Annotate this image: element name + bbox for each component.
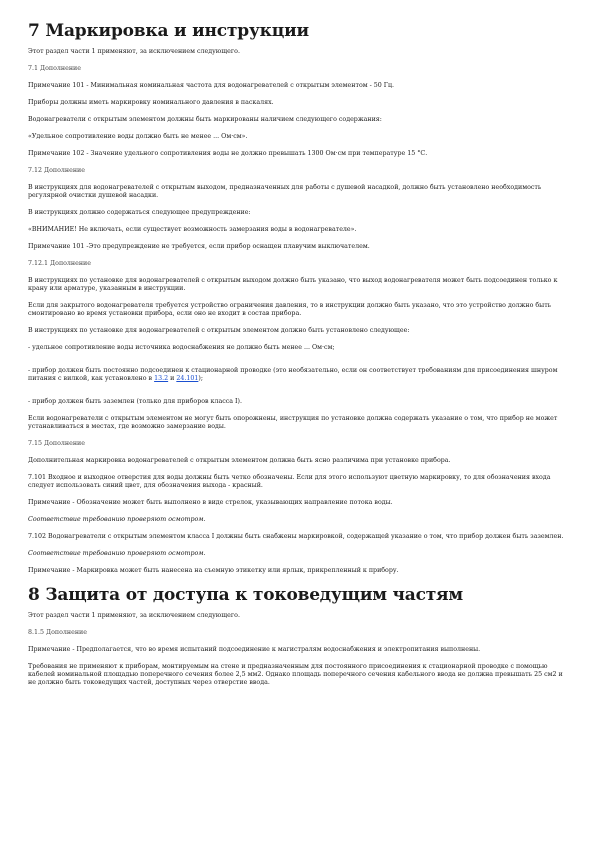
list-item-text: - прибор должен быть постоянно подсоединен к стационарной проводке (это необязательно, если он соответствует требованиям для присоединения шнуром питания с вилкой, как установлено в — [28, 367, 558, 382]
compliance-statement: Соответствие требованию проверяют осмотром. — [28, 516, 206, 523]
section-7-heading: 7 Маркировка и инструкции — [28, 21, 309, 41]
note-paragraph: Примечание - Маркировка может быть нанесена на съемную этикетку или ярлык, прикрепленный к прибору. — [28, 567, 399, 574]
section-8-heading: 8 Защита от доступа к токоведущим частям — [28, 585, 463, 605]
clause-number: 7.12 Дополнение — [28, 167, 85, 174]
note-paragraph: Примечание 101 -Это предупреждение не требуется, если прибор оснащен плавучим выключателем. — [28, 243, 370, 250]
paragraph: 7.102 Водонагреватели с открытым элементом класса I должны быть снабжены маркировкой, содержащей указание о том, что прибор должен быть заземлен. — [28, 533, 564, 540]
clause-number: 7.1 Дополнение — [28, 65, 81, 72]
paragraph: Этот раздел части 1 применяют, за исключением следующего. — [28, 612, 240, 619]
link-separator: и — [168, 375, 177, 382]
clause-number: 7.15 Дополнение — [28, 440, 85, 447]
paragraph: В инструкциях по установке для водонагревателей с открытым элементом должно быть установлено следующее: — [28, 327, 410, 334]
list-item — [28, 367, 567, 383]
paragraph: В инструкциях должно содержаться следующее предупреждение: — [28, 209, 251, 216]
paragraph: В инструкциях для водонагревателей с открытым выходом, предназначенных для работы с душевой насадкой, должно быть установлено необходимость регулярной очистки душевой насадки. — [28, 184, 542, 199]
paragraph: Требования не применяют к приборам, монтируемым на стене и предназначенным для постоянного присоединения к стационарной проводке с помощью кабелей номинальной площадью поперечного сечения более 2,5 мм2. Однако площадь поперечного сечения кабельного ввода не должна превышать 25 см2 и не должно быть токоведущих частей, доступных через отверстие ввода. — [28, 663, 563, 686]
paragraph: Водонагреватели с открытым элементом должны быть маркированы наличием следующего содержания: — [28, 116, 382, 123]
paragraph: Если для закрытого водонагревателя требуется устройство ограничения давления, то в инструкции должно быть указано, что это устройство должно быть смонтировано во время установки прибора, если оно не входит в состав прибора. — [28, 302, 552, 317]
list-item: - прибор должен быть заземлен (только для приборов класса I). — [28, 398, 243, 405]
compliance-statement: Соответствие требованию проверяют осмотром. — [28, 550, 206, 557]
paragraph: Дополнительная маркировка водонагревателей с открытым элементом должна быть ясно различима при установке прибора. — [28, 457, 451, 464]
warning-paragraph: «ВНИМАНИЕ! Не включать, если существует возможность замерзания воды в водонагревателе». — [28, 226, 357, 233]
note-paragraph: Примечание - Обозначение может быть выполнено в виде стрелок, указывающих направление потока воды. — [28, 499, 393, 506]
list-item-end: ); — [198, 375, 203, 382]
paragraph: Если водонагреватели с открытым элементом не могут быть опорожнены, инструкция по установке должна содержать указание о том, что прибор не может устанавливаться в местах, где возможно замерзание воды. — [28, 415, 558, 430]
paragraph: 7.101 Входное и выходное отверстия для воды должны быть четко обозначены. Если для этого используют цветную маркировку, то для обозначения входа следует использовать синий цвет, для обозначения выхода - красный. — [28, 474, 551, 489]
clause-link-13-2[interactable]: 13.2 — [154, 375, 169, 382]
note-paragraph: Примечание 102 - Значение удельного сопротивления воды не должно превышать 1300 Ом·см при температуре 15 °С. — [28, 150, 428, 157]
clause-number: 8.1.5 Дополнение — [28, 629, 87, 636]
paragraph: Приборы должны иметь маркировку номинального давления в паскалях. — [28, 99, 274, 106]
note-paragraph: Примечание - Предполагается, что во время испытаний подсоединение к магистралям водоснабжения и электропитания выполнены. — [28, 646, 481, 653]
list-item: - удельное сопротивление воды источника водоснабжения не должно быть менее ... Ом·см; — [28, 344, 335, 351]
clause-link-24-101[interactable]: 24.101 — [176, 375, 199, 382]
note-paragraph: Примечание 101 - Минимальная номинальная частота для водонагревателей с открытым элементом - 50 Гц. — [28, 82, 395, 89]
clause-number: 7.12.1 Дополнение — [28, 260, 91, 267]
paragraph: Этот раздел части 1 применяют, за исключением следующего. — [28, 48, 240, 55]
paragraph: В инструкциях по установке для водонагревателей с открытым выходом должно быть указано, что выход водонагревателя может быть подсоединен только к крану или арматуре, указанным в инструкции. — [28, 277, 558, 292]
quote-paragraph: «Удельное сопротивление воды должно быть не менее ... Ом·см». — [28, 133, 248, 140]
